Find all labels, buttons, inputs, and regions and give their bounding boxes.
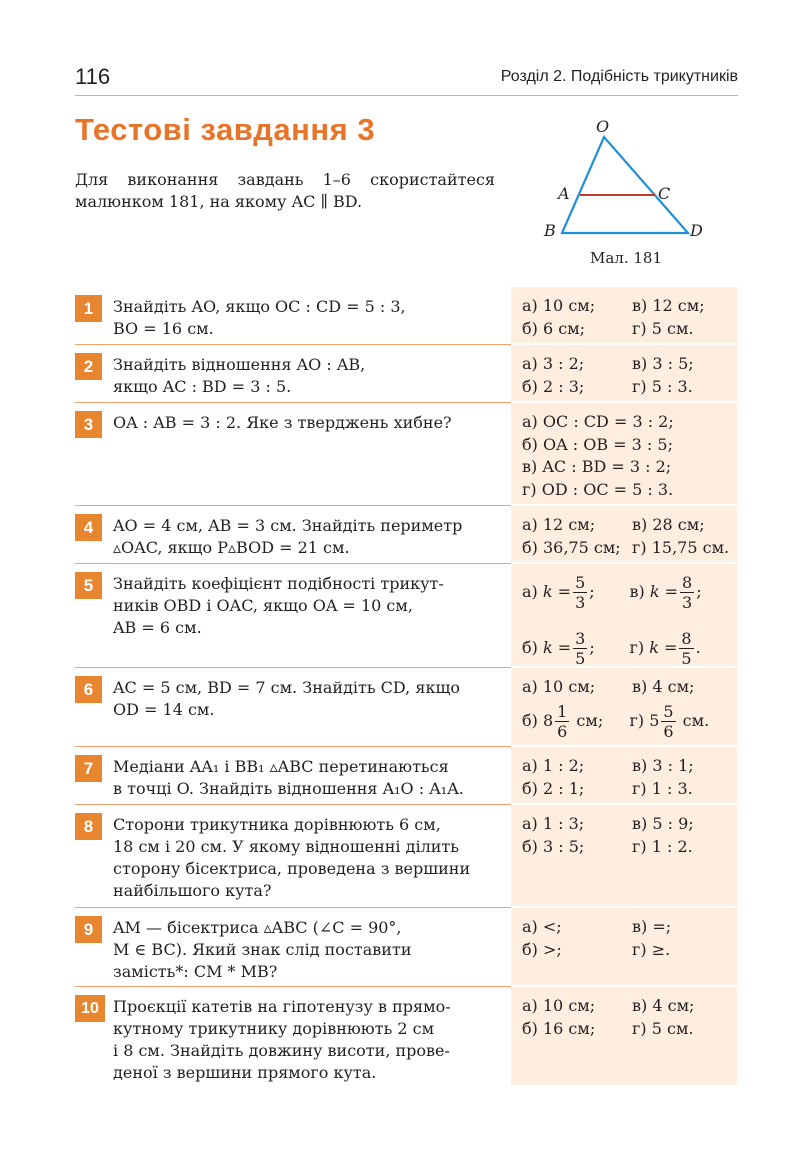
task-question: AM — бісектриса ▵ABC (∠C = 90°, M ∈ BC). Який знак слід поставити замість*: CM * MB? xyxy=(113,918,412,981)
answer-line xyxy=(522,676,737,699)
answer-option xyxy=(630,629,738,668)
task-number-badge: 9 xyxy=(75,916,102,943)
answer-suffix: см. xyxy=(677,711,710,731)
answer-option: а) OC : CD = 3 : 2; xyxy=(522,412,674,431)
fraction-denominator: 6 xyxy=(663,722,674,741)
task-number-badge: 1 xyxy=(75,295,102,322)
answer-line xyxy=(522,699,737,745)
answer-option: г) 15,75 см. xyxy=(632,537,730,557)
answer-option xyxy=(522,702,630,741)
answer-suffix: ; xyxy=(696,581,702,601)
fraction xyxy=(679,629,693,668)
answer-option: в) 4 см; xyxy=(632,996,695,1015)
answer-line xyxy=(522,995,737,1018)
task-answers xyxy=(511,564,737,668)
answer-option: в) 3 : 1; xyxy=(632,756,694,775)
answer-option: а) 10 см; xyxy=(522,996,596,1015)
answer-prefix: в) xyxy=(629,581,650,601)
answer-line xyxy=(522,1018,737,1041)
task-question: Проєкції катетів на гіпотенузу в прямо- кутному трикутнику дорівнюють 2 см і 8 см. Знайдіть довжину висоти, прове- деної з вершини прямого кута. xyxy=(113,997,451,1082)
answer-option: б) 2 : 1; xyxy=(522,778,585,798)
answer-prefix: б) 8 xyxy=(522,711,554,731)
answer-option: а) 1 : 2; xyxy=(522,756,585,775)
answer-line xyxy=(522,295,737,318)
answer-option xyxy=(522,629,630,668)
task-answers xyxy=(511,287,737,345)
answer-option: а) 12 см; xyxy=(522,515,596,534)
task-question: Знайдіть коефіцієнт подібності трикут- ників OBD і OAC, якщо OA = 10 см, AB = 6 см. xyxy=(113,574,444,637)
task-question-cell xyxy=(75,506,511,564)
answer-option: в) 4 см; xyxy=(632,677,695,696)
label-o: O xyxy=(596,117,610,136)
fraction-numerator: 8 xyxy=(682,572,693,592)
task-number-badge: 7 xyxy=(75,755,102,782)
task-question-cell xyxy=(75,668,511,747)
answer-option xyxy=(630,573,738,612)
fraction xyxy=(573,629,587,668)
label-d: D xyxy=(690,221,703,240)
task-row xyxy=(75,805,737,908)
answer-option: в) 3 : 5; xyxy=(632,354,694,373)
task-question-cell xyxy=(75,564,511,668)
answer-option: а) 3 : 2; xyxy=(522,354,585,373)
task-question: Медіани AA₁ і BB₁ ▵ABC перетинаються в точці O. Знайдіть відношення A₁O : A₁A. xyxy=(113,757,464,798)
answer-line xyxy=(522,514,737,537)
answer-option: в) AC : BD = 3 : 2; xyxy=(522,457,672,476)
answer-suffix: ; xyxy=(589,637,595,657)
answer-line xyxy=(522,537,737,560)
fraction xyxy=(573,573,587,612)
answer-option: в) 28 см; xyxy=(632,515,705,534)
answer-option: в) 5 : 9; xyxy=(632,814,694,833)
answer-option: в) =; xyxy=(632,917,672,936)
answer-suffix: ; xyxy=(589,581,595,601)
answer-line xyxy=(522,836,737,859)
page-number: 116 xyxy=(75,64,111,89)
answer-option: г) ≥. xyxy=(632,939,671,959)
task-answers xyxy=(511,345,737,403)
answer-line xyxy=(522,434,737,457)
answer-prefix: г) 5 xyxy=(629,711,660,731)
task-question-cell xyxy=(75,287,511,345)
task-answers xyxy=(511,668,737,747)
task-row xyxy=(75,287,737,345)
answer-variable: k = xyxy=(649,637,678,657)
task-row xyxy=(75,908,737,987)
task-question-cell xyxy=(75,908,511,987)
answer-line xyxy=(522,778,737,801)
task-row xyxy=(75,403,737,506)
answer-line xyxy=(522,813,737,836)
answer-option xyxy=(522,573,630,612)
task-row xyxy=(75,747,737,805)
figure-caption: Мал. 181 xyxy=(590,249,662,267)
task-answers xyxy=(511,403,737,506)
task-question: Знайдіть AO, якщо OC : CD = 5 : 3, BO = 16 см. xyxy=(113,297,406,338)
answer-prefix: б) xyxy=(522,637,543,657)
answer-option: а) <; xyxy=(522,917,562,936)
task-answers xyxy=(511,506,737,564)
answer-option: г) 5 см. xyxy=(632,318,694,338)
answer-variable: k = xyxy=(542,581,572,601)
answer-option: в) 12 см; xyxy=(632,296,705,315)
answer-option: а) 1 : 3; xyxy=(522,814,585,833)
fraction-denominator: 5 xyxy=(575,648,586,668)
answer-option xyxy=(630,702,738,741)
fraction-numerator: 5 xyxy=(575,572,586,592)
fraction xyxy=(680,573,694,612)
answer-line xyxy=(522,411,737,434)
fraction-denominator: 3 xyxy=(575,592,586,612)
header-rule xyxy=(75,95,738,96)
answer-option: г) OD : OC = 5 : 3. xyxy=(522,479,674,499)
label-c: C xyxy=(658,184,671,203)
answer-line xyxy=(522,916,737,939)
answer-option: а) 10 см; xyxy=(522,677,596,696)
answer-line xyxy=(522,564,737,620)
fraction-denominator: 3 xyxy=(682,592,693,612)
answer-suffix: см; xyxy=(571,711,604,731)
task-number-badge: 3 xyxy=(75,411,102,438)
answer-line xyxy=(522,318,737,341)
answer-line xyxy=(522,376,737,399)
tasks-table xyxy=(75,287,737,1087)
task-question-cell xyxy=(75,345,511,403)
fraction-numerator: 8 xyxy=(681,628,692,648)
answer-prefix: а) xyxy=(522,581,543,601)
task-question-cell xyxy=(75,747,511,805)
answer-option: а) 10 см; xyxy=(522,296,596,315)
answer-line xyxy=(522,939,737,962)
task-number-badge: 10 xyxy=(75,995,105,1022)
task-number-badge: 4 xyxy=(75,514,102,541)
task-answers xyxy=(511,805,737,908)
task-question: AC = 5 см, BD = 7 см. Знайдіть CD, якщо OD = 14 см. xyxy=(113,678,460,719)
answer-option: б) OA : OB = 3 : 5; xyxy=(522,434,673,454)
chapter-title: Розділ 2. Подібність трикутників xyxy=(500,68,738,85)
label-a: A xyxy=(558,184,570,203)
answer-option: б) 2 : 3; xyxy=(522,376,585,396)
task-question-cell xyxy=(75,805,511,908)
answer-line xyxy=(522,456,737,479)
task-question: OA : AB = 3 : 2. Яке з тверджень хибне? xyxy=(113,413,452,432)
answer-option: б) 36,75 см; xyxy=(522,537,621,557)
answer-option: б) 16 см; xyxy=(522,1018,596,1038)
fraction-numerator: 3 xyxy=(575,628,586,648)
label-b: B xyxy=(544,221,556,240)
answer-line xyxy=(522,755,737,778)
task-answers xyxy=(511,987,737,1087)
task-question: AO = 4 см, AB = 3 см. Знайдіть периметр ▵OAC, якщо P▵BOD = 21 см. xyxy=(113,516,463,557)
answer-prefix: г) xyxy=(629,637,650,657)
fraction-denominator: 5 xyxy=(681,648,692,668)
answer-option: б) 3 : 5; xyxy=(522,836,585,856)
task-answers xyxy=(511,908,737,987)
task-row xyxy=(75,345,737,403)
task-question-cell xyxy=(75,987,511,1087)
answer-variable: k = xyxy=(542,637,572,657)
section-title: Тестові завдання 3 xyxy=(75,112,376,147)
answer-option: г) 5 : 3. xyxy=(632,376,693,396)
answer-line xyxy=(522,479,737,502)
task-row xyxy=(75,564,737,668)
task-row xyxy=(75,987,737,1087)
task-question: Знайдіть відношення AO : AB, якщо AC : BD = 3 : 5. xyxy=(113,355,366,396)
figure-181 xyxy=(530,115,720,270)
task-question: Сторони трикутника дорівнюють 6 см, 18 см і 20 см. У якому відношенні ділить сторону бісектриса, проведена з вершини найбільшого кута? xyxy=(113,815,471,900)
task-number-badge: 2 xyxy=(75,353,102,380)
answer-variable: k = xyxy=(649,581,679,601)
task-question-cell xyxy=(75,403,511,506)
task-row xyxy=(75,506,737,564)
task-answers xyxy=(511,747,737,805)
fraction-numerator: 5 xyxy=(663,702,674,721)
fraction-denominator: 6 xyxy=(557,722,568,741)
answer-option: г) 1 : 3. xyxy=(632,778,693,798)
answer-option: б) 6 см; xyxy=(522,318,586,338)
intro-text: Для виконання завдань 1–6 скористайтеся малюнком 181, на якому AC ∥ BD. xyxy=(75,170,495,211)
fraction xyxy=(555,702,569,741)
task-row xyxy=(75,668,737,747)
fraction xyxy=(661,702,675,741)
answer-option: г) 1 : 2. xyxy=(632,836,693,856)
task-number-badge: 5 xyxy=(75,572,102,599)
answer-option: б) >; xyxy=(522,939,562,959)
answer-suffix: . xyxy=(695,637,701,657)
answer-line xyxy=(522,353,737,376)
answer-option: г) 5 см. xyxy=(632,1018,694,1038)
task-number-badge: 8 xyxy=(75,813,102,840)
task-number-badge: 6 xyxy=(75,676,102,703)
fraction-numerator: 1 xyxy=(557,702,568,721)
